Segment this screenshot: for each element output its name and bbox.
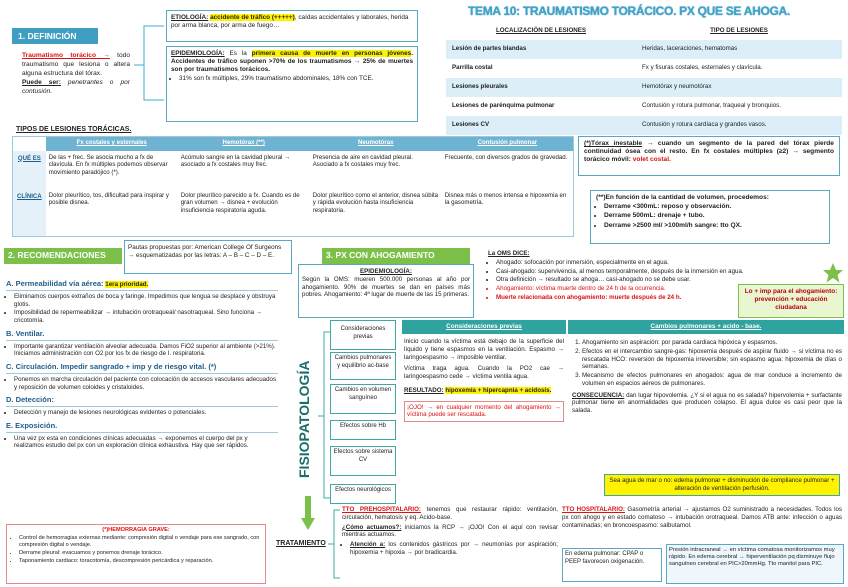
arrow-down-icon (300, 496, 316, 532)
oms-title: La OMS DICE: (488, 250, 530, 257)
rec-item: • Eliminamos cuerpos extraños de boca y faringe. Impedimos que lengua se desplace y obstruya glotis. (14, 293, 278, 309)
rec-item: • Importante garantizar ventilación alveolar adecuada. Damos FiO2 superior al ambiente (>21%). Iniciamos administración con O2 por los fx de riesgo de I. respiratoria. (14, 343, 278, 359)
epidemiology-box (166, 46, 418, 122)
etiology-highlight: accidente de tráfico (+++++) (210, 14, 295, 21)
physio-cell: Cambios en volumen sanguíneo (330, 384, 396, 414)
types-col-header: Neumotórax (310, 137, 442, 151)
hemotorax-note-title: (**)En función de la cantidad de volumen, procedemos: (596, 194, 769, 201)
section-recomendaciones-header: 2. RECOMENDACIONES (4, 248, 122, 264)
bracket-connector (130, 20, 168, 110)
table-cell: Frecuente, con diversos grados de gravedad. (444, 153, 568, 161)
physio-col1-header: Consideraciones previas (402, 320, 566, 334)
oms-item: • Ahogado: sofocación por inmersión, especialmente en el agua. (496, 259, 758, 267)
recommendations-body (6, 278, 278, 451)
rec-item: • Una vez px esta en condiciones clínicas adecuadas → exponemos el cuerpo del px y realizamos estudio del px con un exploración clínica exhaustiva. Hay que ser rápidos. (14, 435, 278, 451)
types-table (12, 136, 574, 237)
page-title: TEMA 10: TRAUMATISMO TORÁCICO. PX QUE SE AHOGA. (468, 4, 790, 18)
treatment-label: TRATAMIENTO (276, 540, 326, 547)
physio-cell: Cambios pulmonares y equilibrio ac-base (330, 352, 396, 380)
definition-text (22, 52, 130, 96)
physio-col2-item: 2. Efectos en el intercambio sangre-gas: hipoxemia después de aspirar fluido → si víctima no es rescatada HCO: reversión de hipoxemia irreversible; sin espasmo agua: hipoxemia de días o semanas. (582, 348, 842, 371)
prehosp-box (342, 506, 558, 558)
torax-inestable-red: volet costal. (632, 156, 671, 164)
prehosp-title: TTO PREHOSPITALARIO: (342, 506, 421, 513)
attention-text: los contenidos gástricos por → neumonías por aspiración; hipoxemia + hipoxia → por bradicardia. (350, 541, 558, 556)
result-label: RESULTADO: (404, 386, 444, 394)
rec-c-title: C. Circulación. Impedir sangrado + imp y de riesgo vital. (*) (6, 361, 278, 374)
torax-inestable-label: (*)Tórax inestable (584, 140, 643, 147)
table-cell: Lesiones CV (452, 121, 490, 128)
table-cell: Lesión de partes blandas (452, 45, 527, 52)
table-cell: Dolor pleurítico como el anterior, disnea súbita y rápida evolución hasta insuficiencia respiratoria. (312, 191, 439, 214)
definition-body: todo traumatismo que lesiona o altera alguna estructura del tórax. (22, 52, 130, 77)
table-cell: Hemotórax y neumotórax (642, 83, 712, 90)
physio-col2-item: 1. Ahogamiento sin aspiración: por parada cardiaca hipóxica y espasmos. (582, 339, 842, 347)
physio-vertical-label: FISIOPATOLOGÍA (296, 360, 312, 478)
physio-cell: Efectos sobre sistema CV (330, 446, 396, 476)
act-q: ¿Cómo actuamos?: (342, 523, 402, 531)
physio-col1-text: Inicio cuando la víctima está debajo de la superficie del líquido y tiene espasmos en la ventilación. Espasmo → laringoespasmo → imposible ventilar. (404, 338, 564, 361)
oms-box (488, 250, 758, 303)
consequence-label: CONSECUENCIA: (572, 391, 625, 399)
types-title: TIPOS DE LESIONES TORÁCICAS. (16, 126, 132, 133)
table-cell: Contusión y rotura pulmonar, traqueal y bronquios. (642, 102, 781, 109)
prehosp-text: tenemos que restaurar rápido: ventilación, circulación, hematosis y eq. Acido-base. (342, 506, 558, 521)
table-cell: Acúmulo sangre en la cavidad pleural → asociado a fx costales muy frec. (180, 153, 291, 169)
torax-inestable-text: → cuando un segmento de la pared del tórax pierde continuidad ósea con el resto. En fx costales múltiples (≥2) → segmento torácico móvil: (584, 140, 834, 164)
hemorragia-item: • Taponamiento cardiaco: toracotomía, descompresión pericárdica y reparación. (19, 558, 261, 565)
warn-box: ¡OJO! → en cualquier momento del ahogamiento → víctima puede ser rescatada. (404, 401, 564, 423)
definition-can-be: Puede ser: (22, 78, 61, 86)
types-col-header: Fx costales y esternales (46, 137, 178, 151)
oms-item: • Muerte relacionada con ahogamiento: muerte después de 24 h. (496, 294, 758, 302)
table-cell: Contusión y rotura cardíaca y grandes vasos. (642, 121, 767, 128)
table-cell: De las + frec. Se asocia mucho a fx de clavícula. En fx múltiples podemos observar movimiento paradójico (*). (48, 153, 168, 176)
types-row-label: CLÍNICA (13, 189, 46, 237)
table-cell: Fx y fisuras costales, esternales y clavícula. (642, 64, 763, 71)
etiology-box (166, 10, 418, 42)
hosp-title: TTO HOSPITALARIO: (562, 506, 625, 513)
physio-cell: Efectos sobre Hb (330, 420, 396, 440)
yellow-note: Sea agua de mar o no: edema pulmonar + disminución de compliance pulmonar + alteración de ventilación perfusión. (604, 474, 840, 496)
definition-term: Traumatismo torácico → (22, 52, 110, 59)
drowning-epi-title: EPIDEMIOLOGÍA: (360, 268, 412, 275)
table-cell: Lesiones pleurales (452, 83, 508, 90)
hemotorax-item: • Derrame <300mL: reposo y observación. (604, 203, 824, 211)
epidemiology-bullet: • 31% son fx múltiples, 29% traumatismo abdominales, 18% con TCE. (179, 75, 413, 83)
rec-item: • Ponemos en marcha circulación del paciente con colocación de accesos vasculares adecuados y reposición de volumen coloides y cristaloides. (14, 376, 278, 392)
table-cell: Dolor pleurítico, tos, dificultad para inspirar y posible disnea. (48, 191, 169, 207)
types-col-header: Hemotórax (**) (178, 137, 310, 151)
etiology-rest: , caídas accidentales y laborales, herida por arma blanca, por arma de fuego… (171, 14, 409, 29)
rec-item: • Imposibilidad de repermeabilizar → intubación orotraqueal/ nasotraqueal. Sino funciona → cricotomía. (14, 309, 278, 325)
hemorragia-box (6, 524, 266, 584)
hosp-text: Gasometría arterial → ajustamos O2 suministrado a necesidades. Todos los px con ahogo y en estado comatoso → intubación orotraqueal. Damos ATB ante: infección o aguas contaminadas; en broncoespasmo: salbutamol. (562, 506, 842, 529)
definition-types: penetrantes o por contusión. (22, 78, 130, 95)
rec-a-hl: 1era prioridad. (105, 281, 149, 288)
torax-inestable-box (578, 136, 840, 176)
table-cell: Disnea más o menos intensa e hipoxemia en la gasometría. (444, 191, 567, 207)
physio-col1-text2: Víctima traga agua. Cuando la PO2 cae → laringoespasmo cede → víctima ventila agua. (404, 365, 564, 380)
table-cell: Presencia de aire en cavidad pleural. Asociado a fx costales muy frec. (312, 153, 413, 169)
epidemiology-t2: . Accidentes de tráfico suponen >70% de los traumatismos → 25% de muertes son por traumatismos torácicos. (171, 50, 413, 73)
drowning-epi-box (298, 264, 474, 318)
rec-a-title: A. Permeabilidad vía aérea: (6, 279, 104, 288)
types-row-label: QUÉ ES (13, 151, 46, 189)
hemotorax-item: • Derrame >2500 ml/ >100ml/h sangre: tto QX. (604, 222, 824, 230)
section-ahogamiento-header: 3. PX CON AHOGAMIENTO (322, 248, 470, 264)
epidemiology-hl1: primera causa de muerte en personas jóvenes (251, 50, 412, 57)
table-cell: Lesiones de parénquima pulmonar (452, 102, 555, 109)
hemorragia-item: • Derrame pleural: evacuamos y ponemos drenaje torácico. (19, 550, 261, 557)
physio-cell: Efectos neurológicos (330, 484, 396, 504)
types-col-header: Contusión pulmonar (442, 137, 574, 151)
rec-b-title: B. Ventilar. (6, 328, 278, 341)
physio-col2-item: 3. Mecanismo de efectos pulmonares en ahogados: agua de mar conduce a incremento de volumen en espacios aéreos de pulmonares. (582, 372, 842, 388)
rec-e-title: E. Exposición. (6, 420, 278, 433)
oms-item: • Otra definición → resultado se ahoga… casi-ahogado no se debe usar. (496, 276, 758, 284)
physio-cell: Consideraciones previas (330, 320, 396, 350)
epidemiology-t1: Es la (229, 50, 247, 57)
table-cell: Parrilla costal (452, 64, 493, 71)
result-text: hipoxemia + hipercapnia + acidosis. (445, 386, 552, 394)
lesions-table (446, 24, 842, 135)
hemorragia-title: (*)HEMORRAGIA GRAVE: (102, 527, 170, 533)
oms-item: • Casi-ahogado: supervivencia, al menos temporalmente, después de la inmersión en agua. (496, 268, 758, 276)
drowning-epi-text: Según la OMS: mueren 500.000 personas al año por ahogamiento. 90% de muertes se dan en países más pobres. Ahogamiento: 4ª lugar de muerte de las 15 primeras. (302, 275, 470, 299)
edema-note: En edema pulmonar: CPAP o PEEP favorecen oxigenación. (562, 548, 662, 582)
rec-item: • Detección y manejo de lesiones neurológicas evidentes o potenciales. (14, 409, 278, 417)
rec-d-title: D. Detección: (6, 394, 278, 407)
oms-item: • Ahogamiento: víctima muerte dentro de 24 h de la ocurrencia. (496, 285, 758, 293)
epidemiology-label: EPIDEMIOLOGÍA: (171, 50, 225, 57)
physio-col1 (404, 338, 564, 422)
section-definicion-header: 1. DEFINICIÓN (12, 28, 98, 44)
pic-note: Presión intracraneal → en víctima comatosa monitorizamos muy rápido. En edema cerebral → hiperventilación pq disminuye flujo sanguíneo cerebral en PIC>20mmHg. Tto manitol para PIC. (666, 544, 844, 584)
hemorragia-item: • Control de hemorragias externas mediante: compresión digital o vendaje para ese sangrado, con compresión digital o vendaje. (19, 535, 261, 549)
star-icon (822, 262, 844, 284)
physio-col2 (572, 338, 842, 415)
etiology-label: ETIOLOGÍA: (171, 14, 209, 21)
pautas-box: Pautas propuestas por: American College Of Surgeons → esquematizadas por las letras: A – B – C – D – E. (124, 240, 292, 274)
physio-col2-header: Cambios pulmonares + acido - base. (568, 320, 844, 334)
lesions-col-header: LOCALIZACIÓN DE LESIONES (495, 27, 587, 34)
hosp-box (562, 506, 842, 529)
hemotorax-item: • Derrame 500mL: drenaje + tubo. (604, 212, 824, 220)
hemotorax-note-box (590, 190, 830, 244)
lesions-col-header: TIPO DE LESIONES (710, 27, 768, 34)
table-cell: Dolor pleurítico parecido a fx. Cuando es de gran volumen → disnea + evolución insuficiencia respiratoria aguda. (180, 191, 300, 214)
consequence-text: dan lugar hipovolemia. ¿Y si el agua no es salada? hipervolemia + surfactante pulmonar tiene en anormalidades que producen colapso. El agua dulce es casi peor que la salada. (572, 391, 842, 414)
act-text: iniciamos la RCP → ¡OJO! Con el aquí con revisar mientras actuamos. (342, 523, 558, 539)
table-cell: Heridas, laceraciones, hematomas (642, 45, 738, 52)
green-note: Lo + imp para el ahogamiento: prevención + educación ciudadana (738, 284, 844, 318)
attention-label: Atención a: (350, 541, 386, 548)
